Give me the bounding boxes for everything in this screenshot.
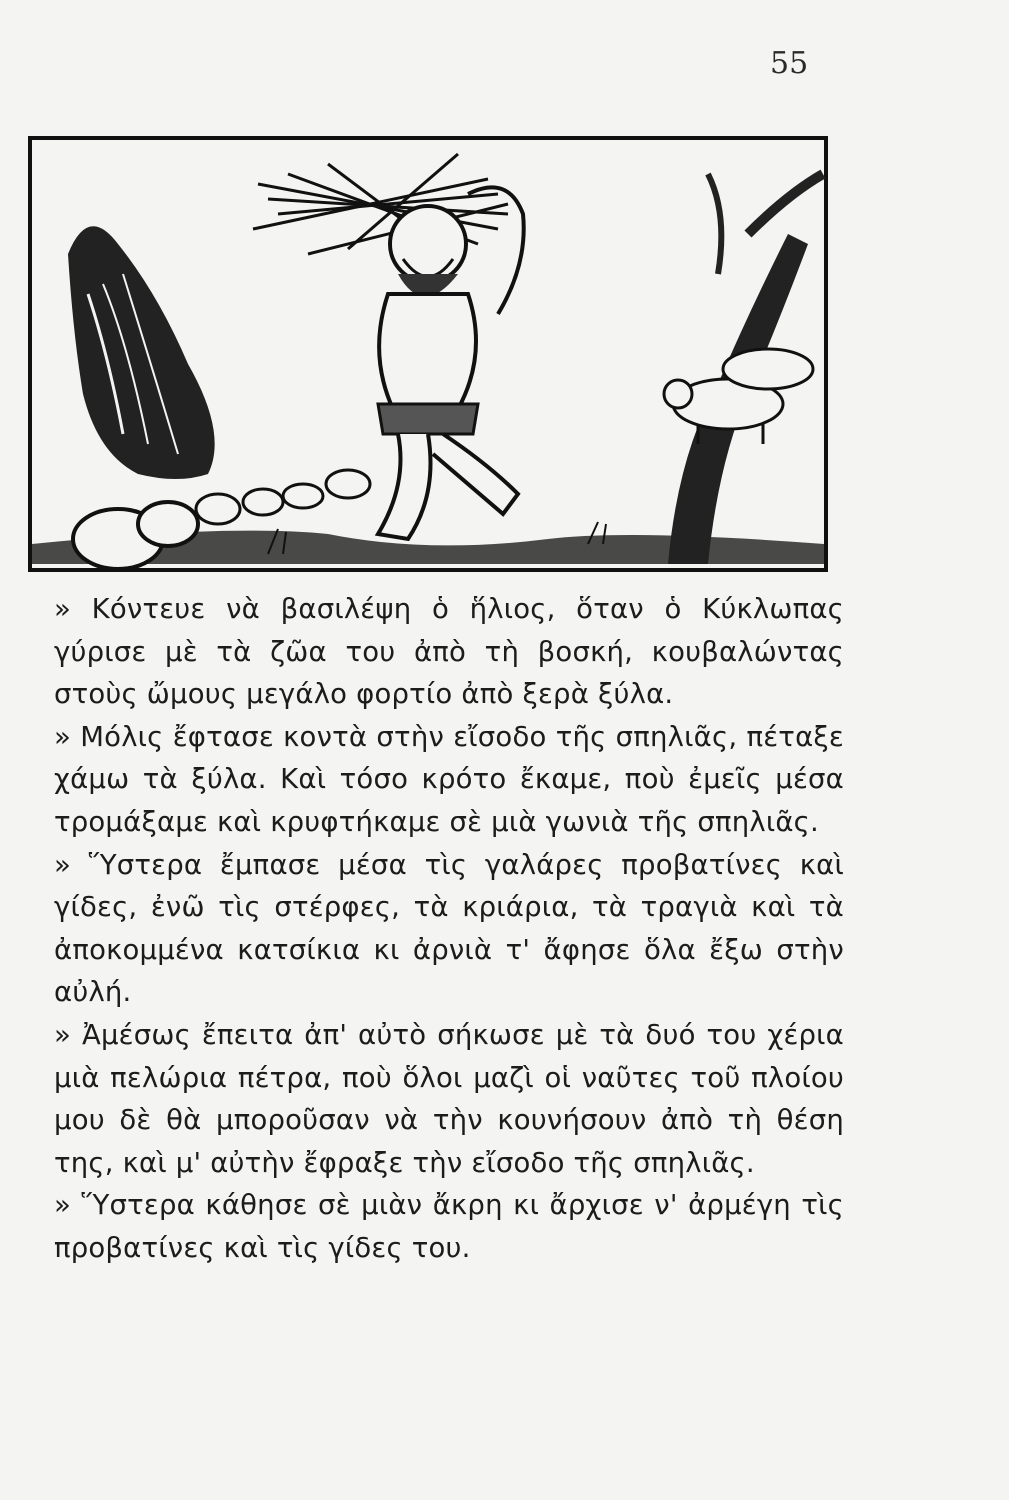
paragraph: » Κόντευε νὰ βασιλέψη ὁ ἥλιος, ὅταν ὁ Κύκλωπας γύρισε μὲ τὰ ζῶα του ἀπὸ τὴ βοσκή, κουβαλώντας στοὺς ὤμους μεγάλο φορτίο ἀπὸ ξερὰ ξύλα. [54,593,844,711]
paragraph: » Ὕστερα κάθησε σὲ μιὰν ἄκρη κι ἄρχισε ν' ἀρμέγη τὶς προβατίνες καὶ τὶς γίδες του. [54,1189,844,1264]
paragraph: » Ὕστερα ἔμπασε μέσα τὶς γαλάρες προβατίνες καὶ γίδες, ἐνῶ τὶς στέρφες, τὰ κριάρια, τὰ τραγιὰ καὶ τὰ ἀποκομμένα κατσίκια κι ἀρνιὰ τ' ἄφησε ὅλα ἔξω στὴν αὐλή. [54,848,844,1009]
woodcut-cyclops-carrying-firewood-illustration [28,134,828,574]
paragraph: » Ἀμέσως ἔπειτα ἀπ' αὐτὸ σήκωσε μὲ τὰ δυό του χέρια μιὰ πελώρια πέτρα, ποὺ ὅλοι μαζὶ οἱ ναῦτες τοῦ πλοίου μου δὲ θὰ μποροῦσαν νὰ τὴν κουνήσουν ἀπὸ τὴ θέση της, καὶ μ' αὐτὴν ἔφραξε τὴν εἴσοδο τῆς σπηλιᾶς. [54,1018,844,1179]
paragraph: » Μόλις ἔφτασε κοντὰ στὴν εἴσοδο τῆς σπηλιᾶς, πέταξε χάμω τὰ ξύλα. Καὶ τόσο κρότο ἔκαμε, ποὺ ἐμεῖς μέσα τρομάξαμε καὶ κρυφτήκαμε σὲ μιὰ γωνιὰ τῆς σπηλιᾶς. [54,720,844,838]
page-number: 55 [770,46,809,81]
body-text [54,588,844,1270]
cyclops-illustration [28,134,828,574]
